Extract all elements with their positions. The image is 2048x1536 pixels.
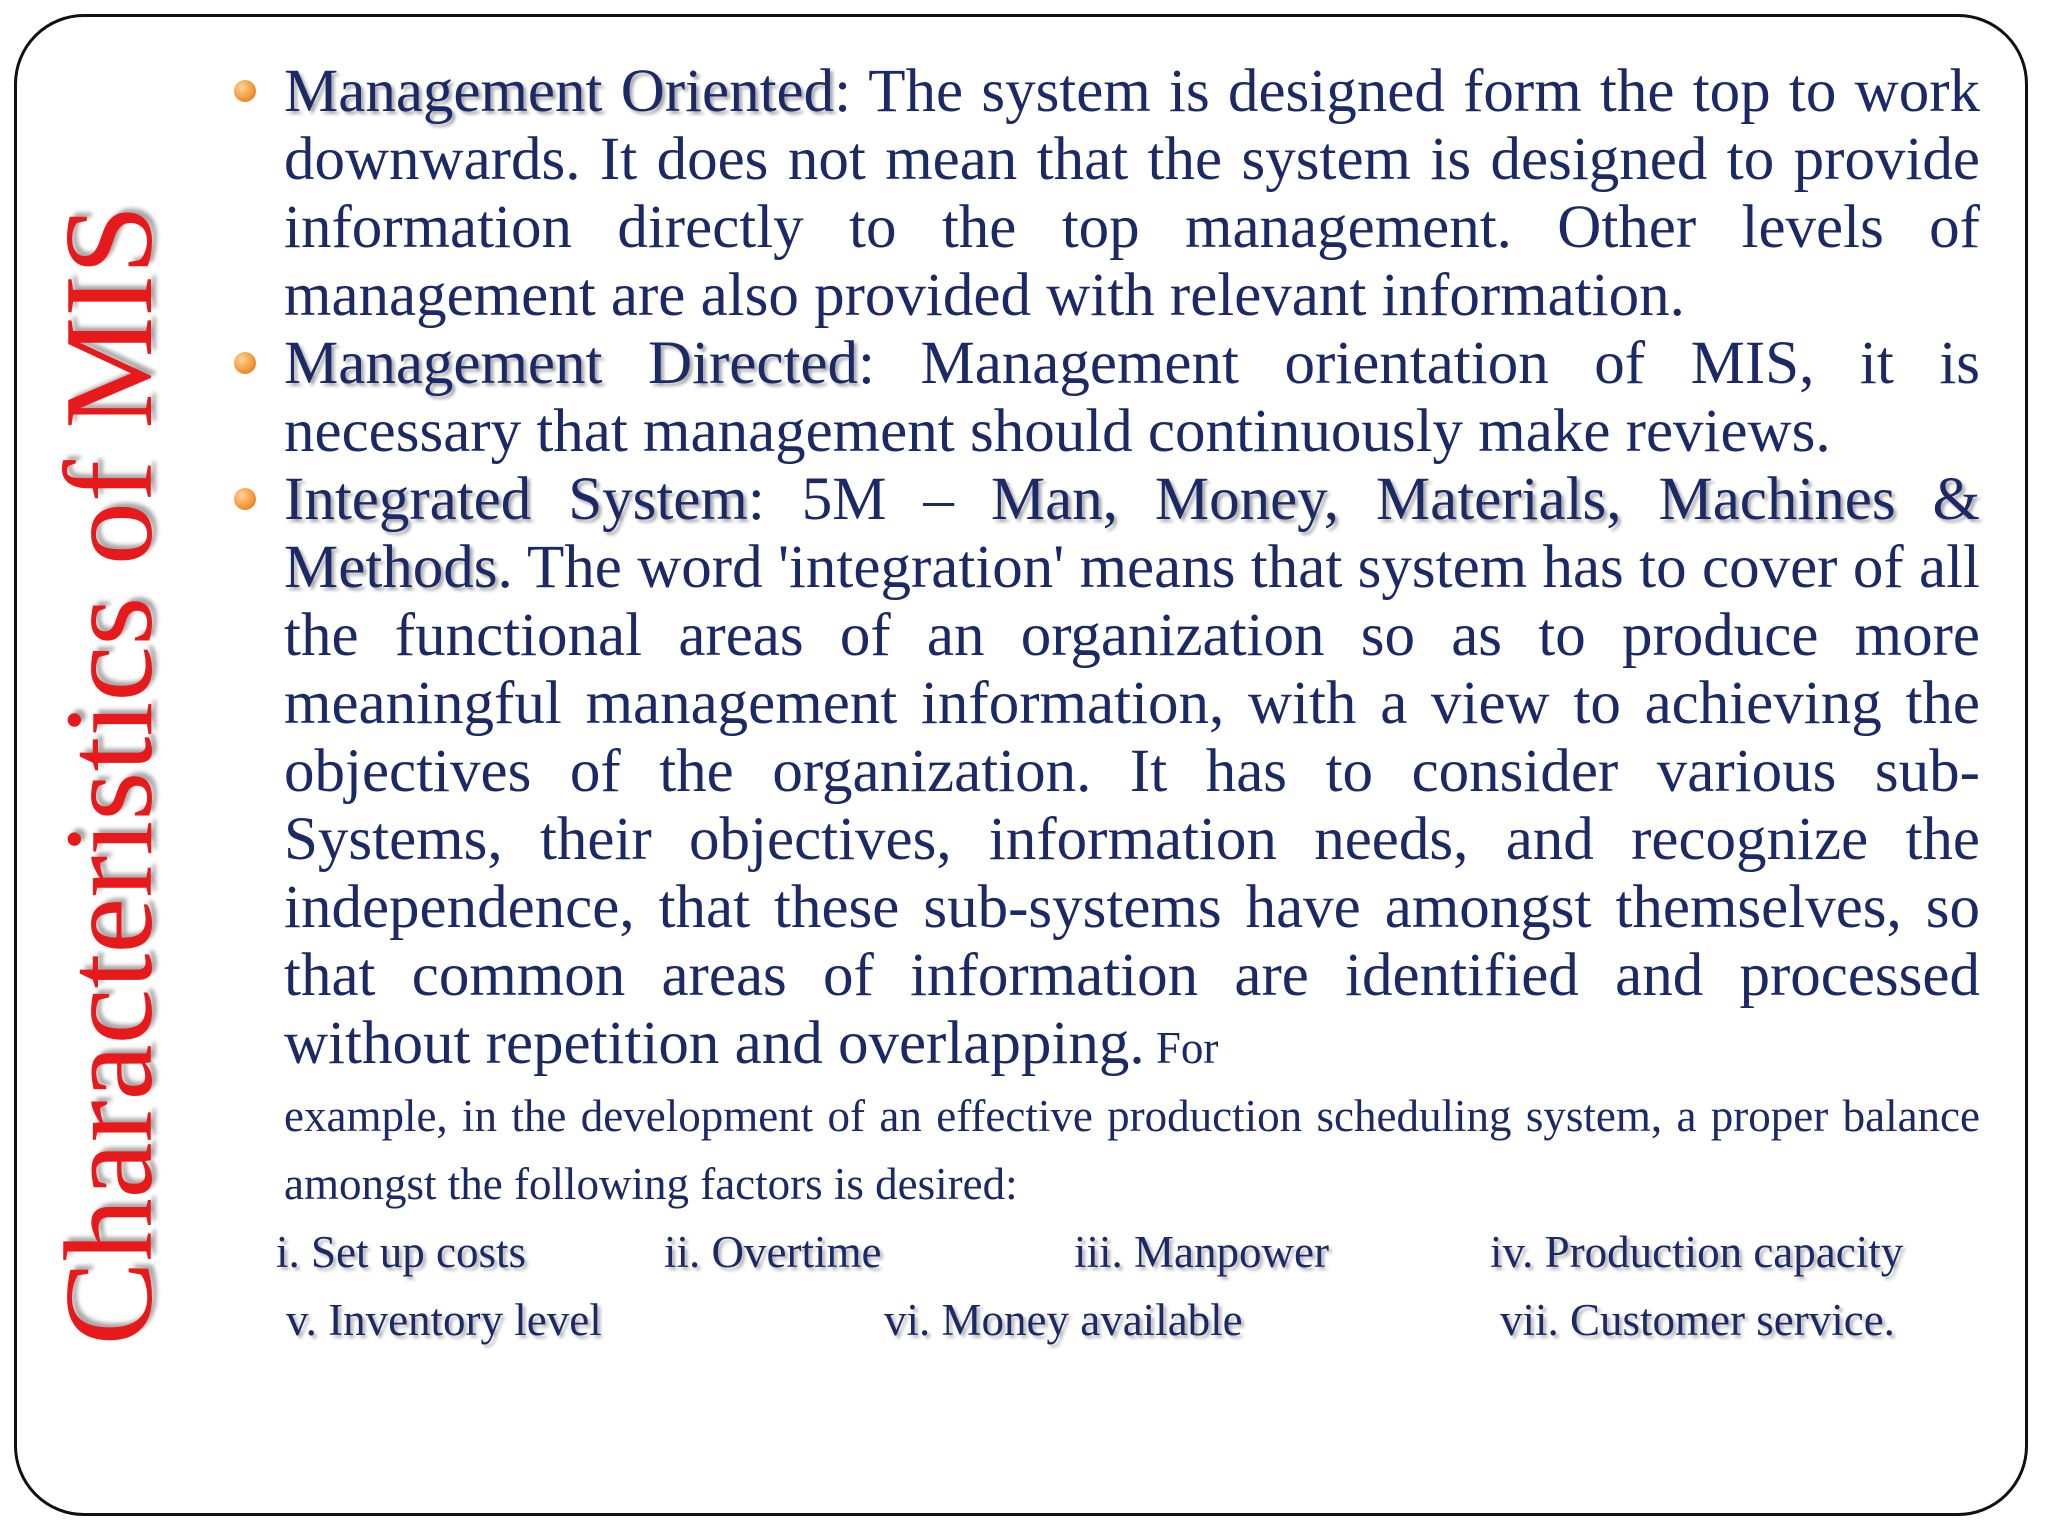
bullet-term: Management Oriented (284, 58, 835, 125)
factor-item: vii. Customer service. (1500, 1295, 1895, 1345)
bullet-small-tail: For (1144, 1023, 1219, 1073)
factor-list (276, 1218, 1980, 1358)
bullet-dot-icon (234, 488, 256, 510)
slide-title-container (40, 150, 180, 1400)
factor-item: iii. Manpower (1074, 1227, 1329, 1277)
slide-content (228, 58, 1980, 1358)
bullet-separator: : (834, 58, 852, 125)
bullet-example-text: example, in the development of an effective production scheduling system, a proper balance amongst the following factors is desired: (284, 1091, 1980, 1209)
bullet-separator: : 5M – (747, 466, 991, 533)
bullet-management-directed (228, 330, 1980, 466)
bullet-term: Management Directed (284, 330, 858, 397)
factor-item: vi. Money available (884, 1295, 1243, 1345)
bullet-management-oriented (228, 58, 1980, 330)
factor-item: ii. Overtime (664, 1227, 882, 1277)
factor-item: v. Inventory level (286, 1295, 602, 1345)
bullet-dot-icon (234, 352, 256, 374)
bullet-term-5m: Man, Money, Materials, Machines & Methods (284, 466, 1981, 601)
factor-item: iv. Production capacity (1490, 1227, 1904, 1277)
factor-item: i. Set up costs (276, 1227, 527, 1277)
bullet-text: . The word 'integration' means that system has to cover of all the functional areas of an organization so as to produce more meaningful management information, with a view to achieving the objectives of the organization. It has to consider various sub-Systems, their objectives, information needs, and recognize the independence, that these sub-systems have amongst themselves, so that common areas of information are identified and processed without repetition and overlapping. (284, 534, 1980, 1077)
bullet-text: The system is designed form the top to work downwards. It does not mean that the system is designed to provide information directly to the top management. Other levels of management are also provided with relevant information. (284, 58, 1981, 329)
bullet-separator: : (857, 330, 875, 397)
bullet-dot-icon (234, 80, 256, 102)
bullet-text: Management orientation of MIS, it is necessary that management should continuously make reviews. (284, 330, 1980, 465)
bullet-term: Integrated System (284, 466, 748, 533)
slide-title: Characteristics of MIS (40, 204, 179, 1346)
bullet-integrated-system (228, 466, 1980, 1218)
